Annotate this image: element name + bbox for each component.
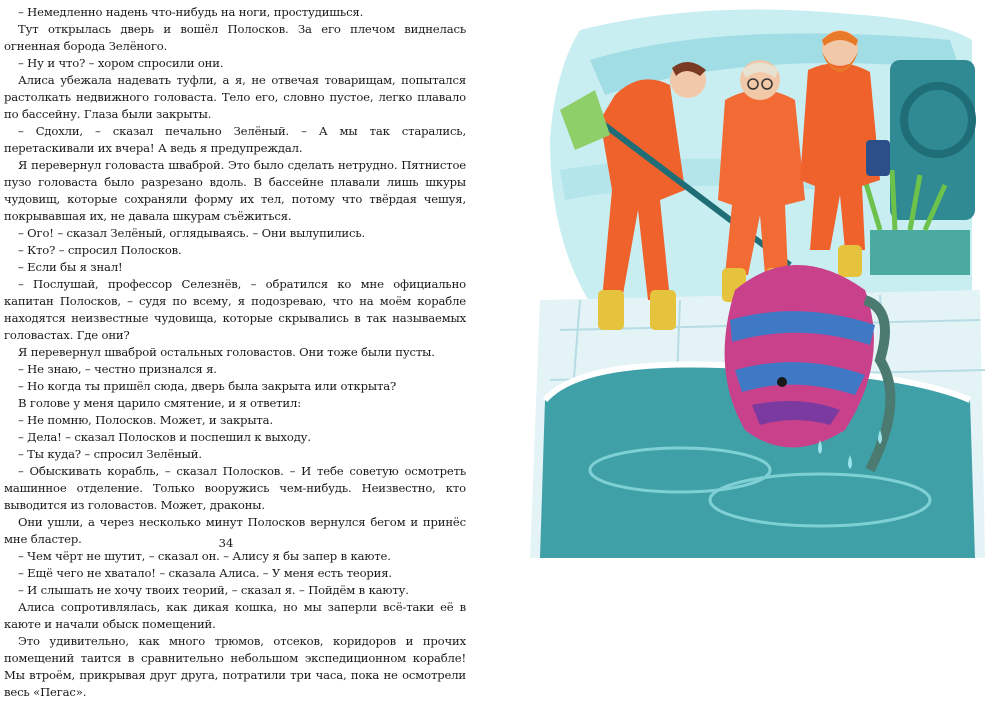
paragraph: – Ну и что? – хором спросили они.	[18, 56, 224, 70]
paragraph: Я перевернул головаста шваброй. Это было сделать нетрудно. Пятнистое пузо головаста было разрезано вдоль. В бассейне плавали лишь шкуры чудовищ, которые сохраняли форму их тел, потому что твёрдая чешуя, покрывавшая их, не давала шкурам съёжиться.	[4, 158, 466, 223]
paragraph: Они ушли, а через несколько минут Полосков вернулся бегом и принёс мне бластер.	[4, 515, 466, 546]
book-text-column	[4, 4, 466, 701]
machine-box	[870, 230, 970, 275]
paragraph: Это удивительно, как много трюмов, отсеков, коридоров и прочих помещений таится в сравнительно небольшом экспедиционном корабле! Мы втроём, прикрывая друг друга, потратили три часа, пока не осмотрели весь «Пегас».	[4, 634, 466, 699]
paragraph: Я перевернул шваброй остальных головастов. Они тоже были пусты.	[18, 345, 435, 359]
paragraph: – Ты куда? – спросил Зелёный.	[18, 447, 202, 461]
paragraph: – Немедленно надень что-нибудь на ноги, простудишься.	[18, 5, 364, 19]
paragraph: Алиса убежала надевать туфли, а я, не отвечая товарищам, попытался растолкать недвижного головаста. Тело его, словно пустое, легко плавало по бассейну. Глаза были закрыты.	[4, 73, 466, 121]
paragraph: – Кто? – спросил Полосков.	[18, 243, 182, 257]
paragraph: – Обыскивать корабль, – сказал Полосков. – И тебе советую осмотреть машинное отделение. Только вооружись чем-нибудь. Неизвестно, кто выводится из головастов. Может, драконы.	[4, 464, 466, 512]
page-number: 34	[218, 536, 234, 550]
paragraph: – Не помню, Полосков. Может, и закрыта.	[18, 413, 273, 427]
paragraph: – И слышать не хочу твоих теорий, – сказал я. – Пойдём в каюту.	[18, 583, 409, 597]
paragraph: – Послушай, профессор Селезнёв, – обратился ко мне официально капитан Полосков, – судя по всему, я подозреваю, что на моём корабле находятся неизвестные чудовища, которые скрывались в так называемых головастах. Где они?	[4, 277, 466, 342]
paragraph: – Если бы я знал!	[18, 260, 123, 274]
paragraph: – Ого! – сказал Зелёный, оглядываясь. – Они вылупились.	[18, 226, 366, 240]
paragraph: – Ещё чего не хватало! – сказала Алиса. – У меня есть теория.	[18, 566, 392, 580]
paragraph: Тут открылась дверь и вошёл Полосков. За его плечом виднелась огненная борода Зелёного.	[4, 22, 466, 53]
paragraph: Алиса сопротивлялась, как дикая кошка, но мы заперли всё-таки её в каюте и начали обыск помещений.	[4, 600, 466, 631]
paragraph: – Дела! – сказал Полосков и поспешил к выходу.	[18, 430, 311, 444]
story-illustration	[520, 0, 987, 558]
paragraph: – Чем чёрт не шутит, – сказал он. – Алису я бы запер в каюте.	[18, 549, 391, 563]
paragraph: – Но когда ты пришёл сюда, дверь была закрыта или открыта?	[18, 379, 397, 393]
paragraph: – Не знаю, – честно признался я.	[18, 362, 217, 376]
paragraph: – Сдохли, – сказал печально Зелёный. – А мы так старались, перетаскивали их вчера! А ведь я предупреждал.	[4, 124, 466, 155]
paragraph: В голове у меня царило смятение, и я ответил:	[18, 396, 301, 410]
